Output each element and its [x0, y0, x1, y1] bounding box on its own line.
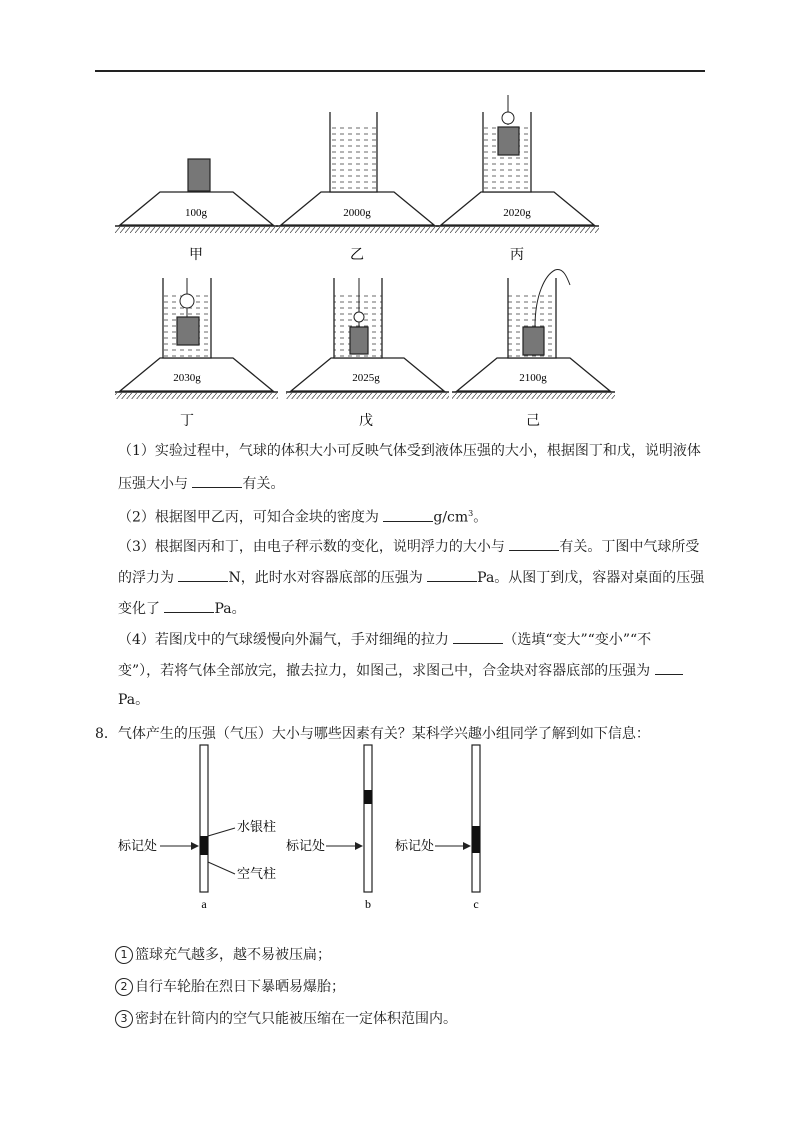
alloy-block: [523, 327, 544, 355]
figure-label: 丁: [180, 413, 194, 429]
figure-label: 戊: [359, 413, 373, 429]
q8-item-1: 1 篮球充气越多，越不易被压扁；: [115, 944, 331, 964]
balloon: [502, 112, 514, 124]
balloon: [354, 312, 364, 322]
scale-figures: [115, 95, 635, 430]
tube-caption: c: [473, 897, 479, 911]
mercury-label: 水银柱: [237, 820, 277, 835]
answer-blank[interactable]: [164, 598, 214, 613]
q8-stem: 8．气体产生的压强（气压）大小与哪些因素有关？某科学兴趣小组同学了解到如下信息：: [95, 726, 650, 742]
marker-label: 标记处: [395, 839, 435, 854]
answer-blank[interactable]: [509, 536, 559, 551]
scale-reading: 2025g: [352, 372, 380, 384]
scale-reading: 100g: [185, 207, 207, 219]
figure-label: 乙: [350, 247, 364, 263]
alloy-block: [350, 327, 368, 354]
scale-wu: [286, 278, 449, 429]
q7-part4-line3: Pa。: [118, 692, 150, 708]
q7-part3-line2: 的浮力为 N，此时水对容器底部的压强为 Pa。从图丁到戊，容器对桌面的压强: [118, 567, 704, 588]
scale-jia: [115, 159, 278, 263]
balloon: [180, 294, 194, 308]
scale-yi: [276, 112, 439, 263]
answer-blank[interactable]: [655, 660, 683, 675]
alloy-block: [177, 317, 199, 345]
q7-part3-line3: 变化了 Pa。: [118, 598, 246, 619]
q7-part4-line2: 变”），若将气体全部放完，撤去拉力，如图己，求图己中，合金块对容器底部的压强为: [118, 660, 683, 681]
tube-b: [286, 745, 372, 911]
q7-part3-line1: （3）根据图丙和丁，由电子秤示数的变化，说明浮力的大小与 有关。丁图中气球所受: [118, 536, 699, 557]
alloy-block: [188, 159, 210, 191]
answer-blank[interactable]: [192, 473, 242, 488]
scale-ding: [115, 278, 278, 429]
scale-reading: 2020g: [503, 207, 531, 219]
q7-part1-line2: 压强大小与 有关。: [118, 473, 284, 494]
mercury-column: [472, 826, 480, 853]
tube-c: [395, 745, 480, 911]
circled-number: 3: [115, 1010, 133, 1028]
header-rule: [95, 70, 705, 72]
scale-reading: 2000g: [343, 207, 371, 219]
answer-blank[interactable]: [178, 567, 228, 582]
tube-figures: [100, 740, 520, 915]
figure-label: 丙: [510, 247, 524, 263]
scale-ji: [452, 269, 615, 429]
scale-reading: 2030g: [173, 372, 201, 384]
air-label: 空气柱: [237, 867, 277, 882]
mercury-column: [364, 790, 372, 804]
q7-part1-line1: （1）实验过程中，气球的体积大小可反映气体受到液体压强的大小，根据图丁和戊，说明液体: [118, 443, 701, 459]
q7-part2: （2）根据图甲乙丙，可知合金块的密度为 $g/cm^3$。: [118, 504, 487, 528]
circled-number: 1: [115, 946, 133, 964]
circled-number: 2: [115, 978, 133, 996]
alloy-block: [498, 127, 519, 155]
marker-label: 标记处: [118, 839, 158, 854]
figure-label: 甲: [189, 247, 203, 263]
answer-blank[interactable]: [383, 507, 433, 522]
mercury-column: [200, 836, 208, 855]
q8-item-2: 2 自行车轮胎在烈日下暴晒易爆胎；: [115, 976, 345, 996]
scale-reading: 2100g: [519, 372, 547, 384]
tube-caption: a: [201, 897, 207, 911]
scale-bing: [436, 95, 599, 263]
tube-a: [118, 745, 276, 911]
answer-blank[interactable]: [427, 567, 477, 582]
tube-caption: b: [365, 897, 371, 911]
figure-label: 己: [526, 413, 540, 429]
q8-item-3: 3 密封在针筒内的空气只能被压缩在一定体积范围内。: [115, 1008, 457, 1028]
answer-blank[interactable]: [453, 629, 503, 644]
q7-part4-line1: （4）若图戊中的气球缓慢向外漏气，手对细绳的拉力 （选填“变大”“变小”“不: [118, 629, 651, 650]
marker-label: 标记处: [286, 839, 326, 854]
